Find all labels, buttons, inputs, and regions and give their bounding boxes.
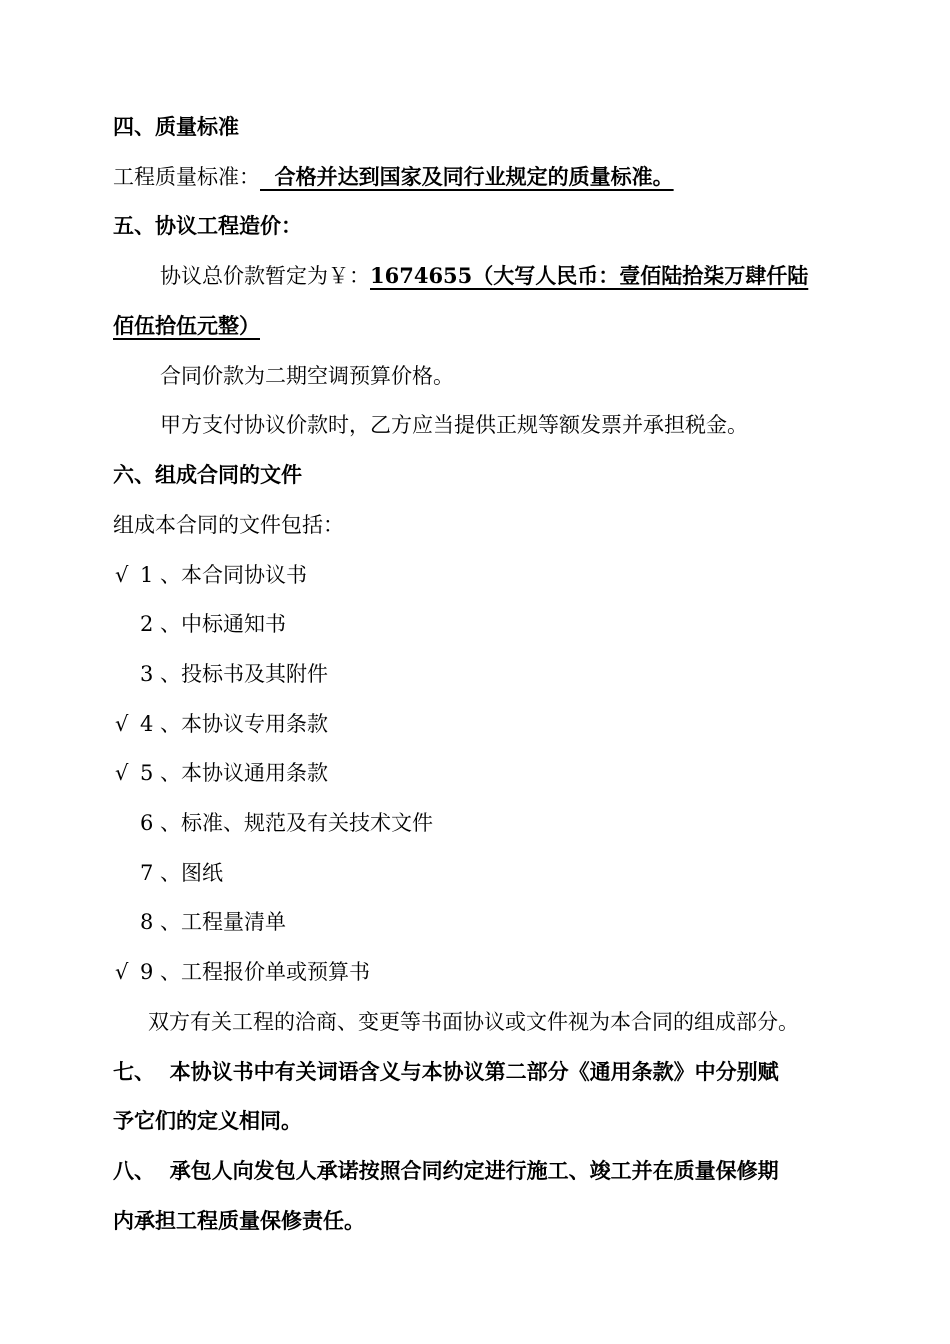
check-mark: √: [115, 960, 129, 984]
list-item-text: 4 、本协议专用条款: [140, 712, 329, 736]
section-7-line-2: 予它们的定义相同。: [113, 1108, 302, 1133]
check-mark: √: [115, 712, 129, 736]
price-line-1: [160, 261, 808, 291]
list-item-text: 2 、中标通知书: [140, 612, 287, 636]
list-item-text: 1 、本合同协议书: [140, 563, 308, 587]
list-item-text: 7 、图纸: [140, 861, 224, 885]
documents-closing: 双方有关工程的洽商、变更等书面协议或文件视为本合同的组成部分。: [148, 1010, 799, 1034]
section-7-line-1: 七、 本协议书中有关词语含义与本协议第二部分《通用条款》中分别赋: [113, 1059, 779, 1084]
quality-standard-label: 工程质量标准：: [113, 165, 260, 189]
check-mark: √: [115, 761, 129, 785]
section-4-heading: 四、质量标准: [113, 114, 239, 139]
list-item-text: 3 、投标书及其附件: [140, 662, 329, 686]
section-8-line-2: 内承担工程质量保修责任。: [113, 1208, 365, 1233]
quality-standard-value: 合格并达到国家及同行业规定的质量标准。: [260, 164, 674, 189]
check-mark: √: [115, 563, 129, 587]
documents-intro: 组成本合同的文件包括：: [113, 513, 344, 537]
price-value-1: 1674655（大写人民币：壹佰陆拾柒万肆仟陆: [370, 263, 809, 288]
price-value-2: 佰伍拾伍元整）: [113, 313, 260, 338]
tax-note: 甲方支付协议价款时，乙方应当提供正规等额发票并承担税金。: [160, 413, 748, 437]
list-item-text: 8 、工程量清单: [140, 910, 287, 934]
price-label: 协议总价款暂定为￥：: [160, 264, 370, 288]
section-6-heading: 六、组成合同的文件: [113, 462, 302, 487]
contract-price-note: 合同价款为二期空调预算价格。: [160, 364, 454, 388]
quality-standard-line: [113, 162, 674, 192]
list-item-text: 5 、本协议通用条款: [140, 761, 329, 785]
section-5-heading: 五、协议工程造价：: [113, 213, 302, 238]
list-item-text: 6 、标准、规范及有关技术文件: [140, 811, 434, 835]
list-item-text: 9 、工程报价单或预算书: [140, 960, 371, 984]
section-8-line-1: 八、 承包人向发包人承诺按照合同约定进行施工、竣工并在质量保修期: [113, 1158, 779, 1183]
